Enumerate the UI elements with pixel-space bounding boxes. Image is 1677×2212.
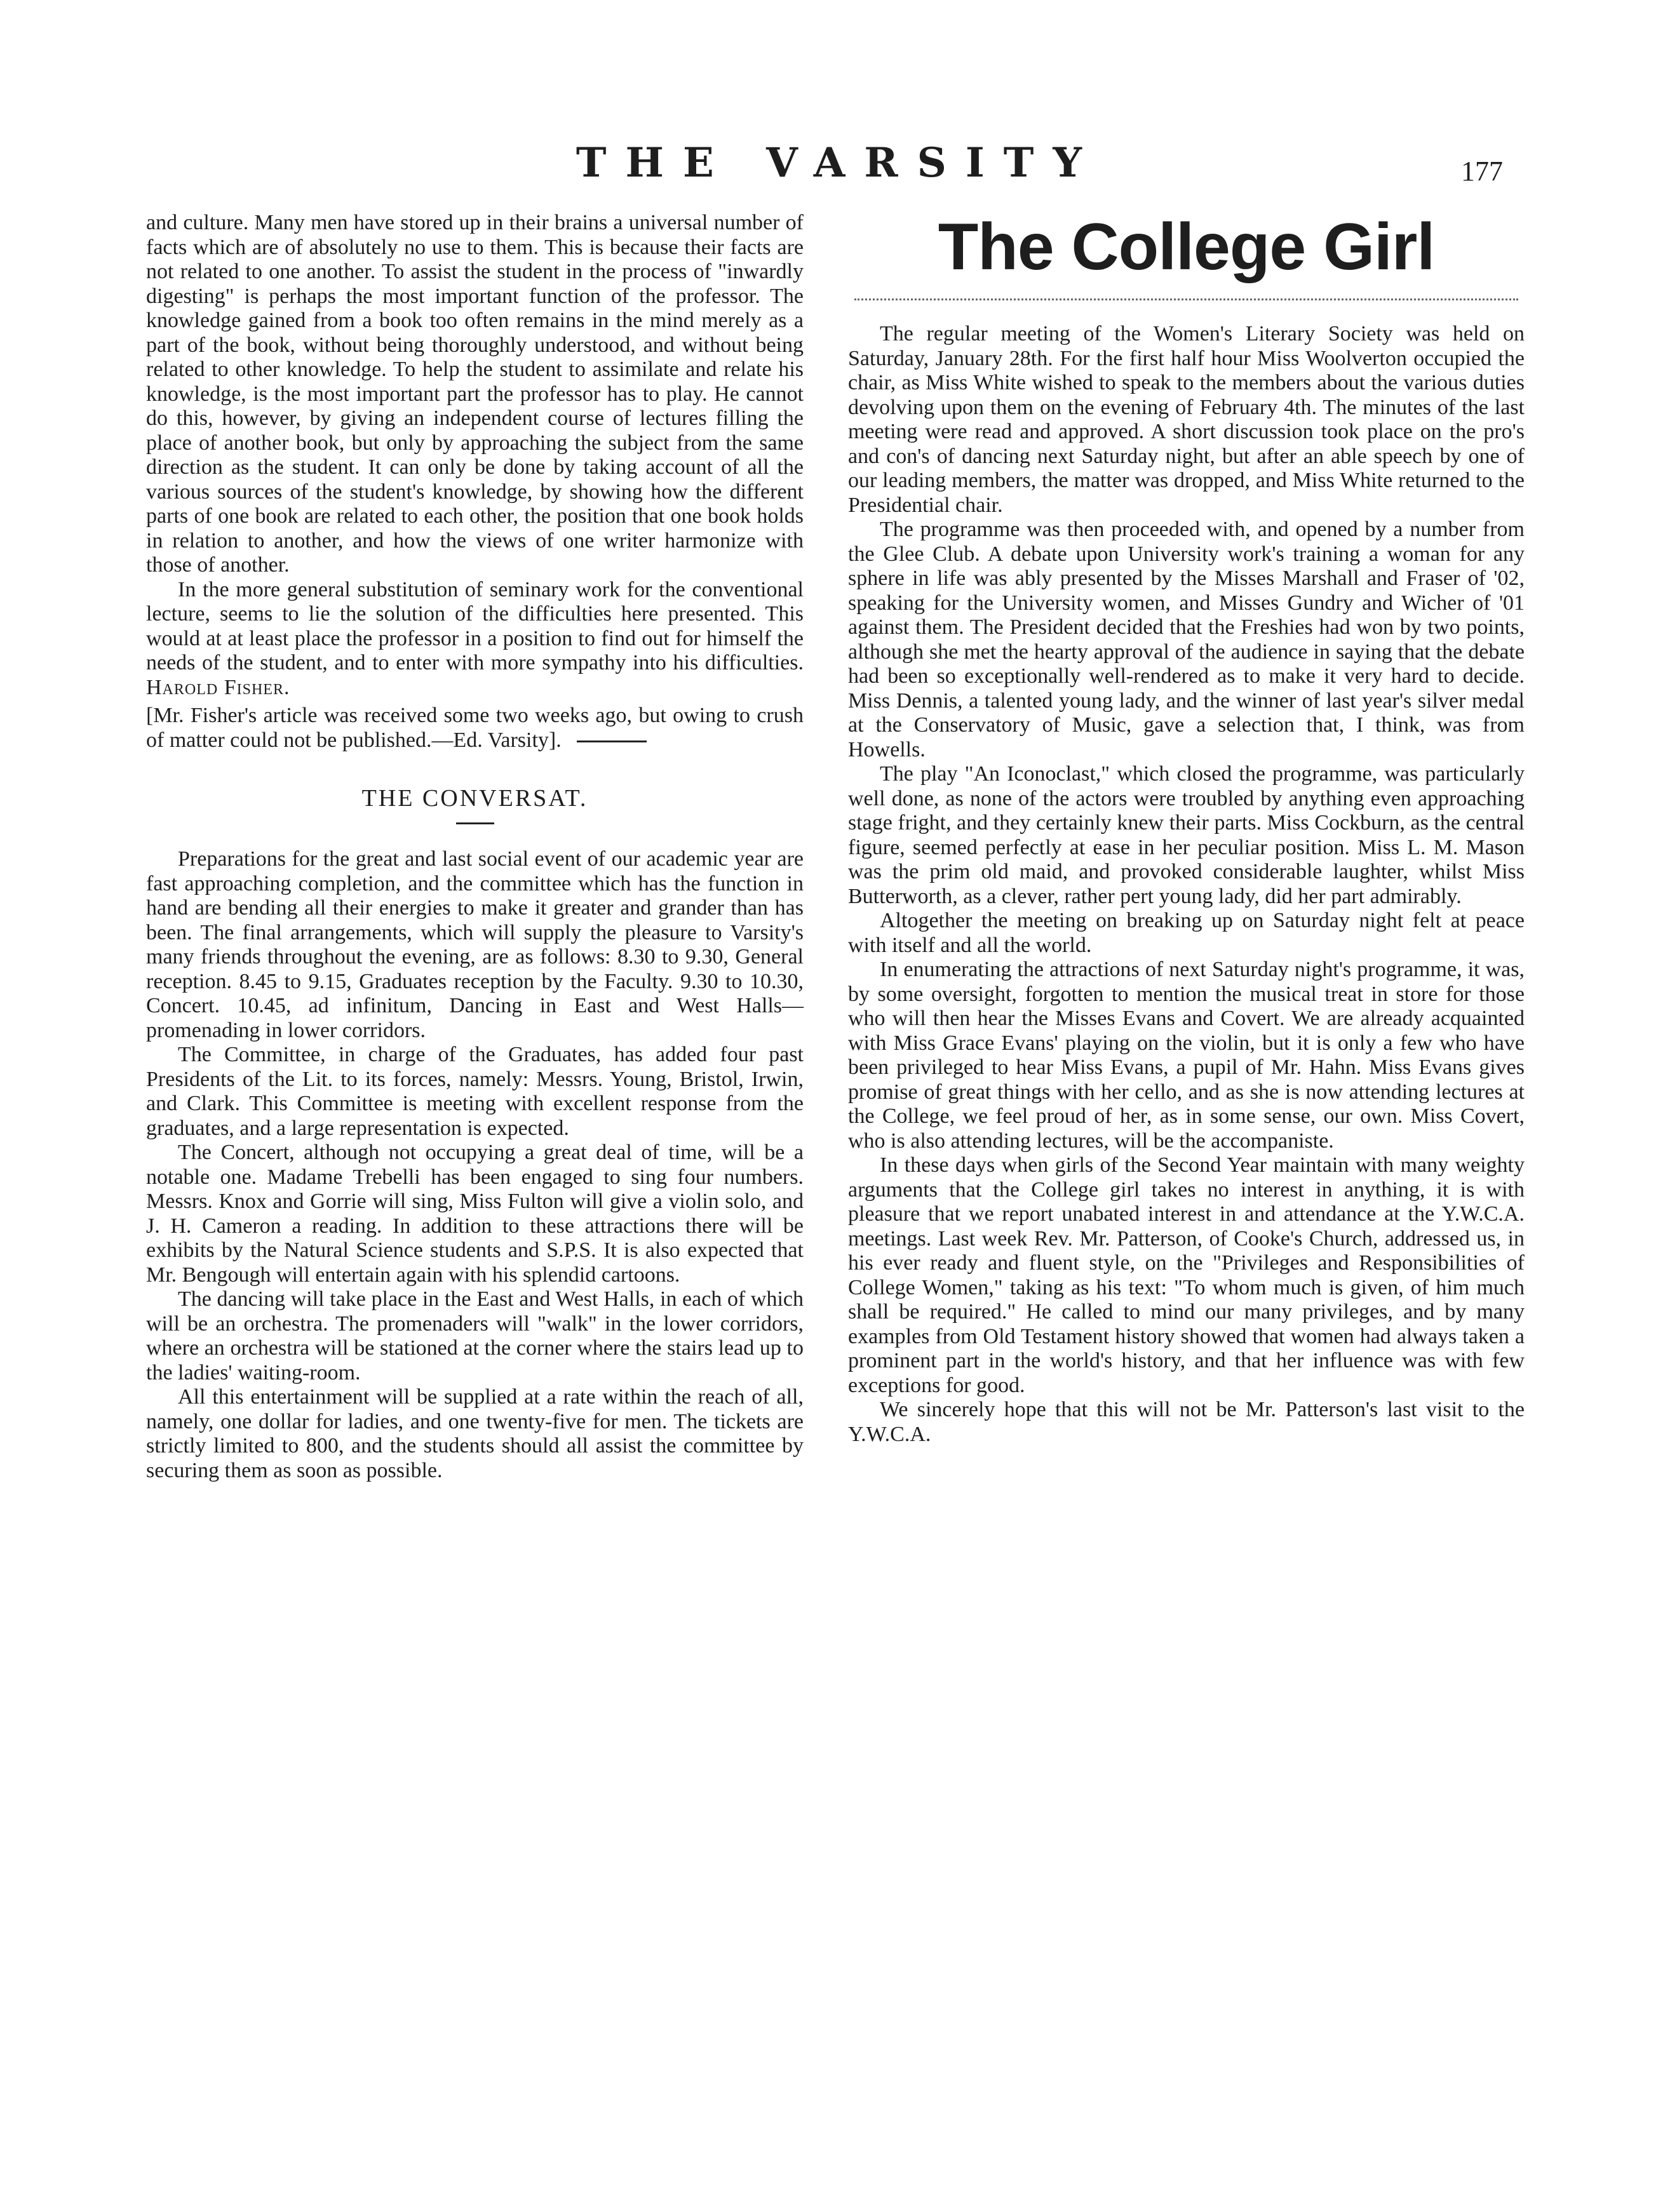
college-girl-paragraph: The regular meeting of the Women's Literary Society was held on Saturday, January 28th. For the first half hour Miss Woolverton occupied the chair, as Miss White wished to speak to the members about the various duties devolving upon them on the evening of February 4th. The minutes of the last meeting were read and approved. A short discussion took place on the pro's and con's of dancing next Saturday night, but after an able speech by one of our leading members, the matter was dropped, and Miss White returned to the Presidential chair.: [848, 322, 1525, 517]
heading-divider: [456, 822, 494, 824]
conversat-paragraph: The dancing will take place in the East and West Halls, in each of which will be an orchestra. The promenaders will "walk" in the lower corridors, where an orchestra will be stationed at the corner where the stairs lead up to the ladies' waiting-room.: [146, 1287, 804, 1384]
author-signature: Harold Fisher.: [146, 675, 290, 699]
conversat-paragraph: Preparations for the great and last social event of our academic year are fast approaching completion, and the committee which has the function in hand are bending all their energies to make it greater and grander than has been. The final arrangements, which will supply the pleasure to Varsity's many friends throughout the evening, are as follows: 8.30 to 9.30, General reception. 8.45 to 9.15, Graduates reception by the Faculty. 9.30 to 10.30, Concert. 10.45, ad infinitum, Dancing in East and West Halls—promenading in lower corridors.: [146, 847, 804, 1042]
college-girl-title: The College Girl: [938, 210, 1435, 284]
article-paragraph-text: In the more general substitution of seminary work for the conventional lecture, seems to lie the solution of the difficulties here presented. This would at at least place the professor in a position to find out for himself the needs of the student, and to enter with more sympathy into his difficulties.: [146, 577, 804, 674]
left-column: [146, 211, 804, 1483]
conversat-paragraph: The Concert, although not occupying a great deal of time, will be a notable one. Madame Trebelli has been engaged to sing four numbers. Messrs. Knox and Gorrie will sing, Miss Fulton will give a violin solo, and J. H. Cameron a reading. In addition to these attractions there will be exhibits by the Natural Science students and S.P.S. It is also expected that Mr. Bengough will entertain again with his splendid cartoons.: [146, 1141, 804, 1287]
college-girl-paragraph: In these days when girls of the Second Year maintain with many weighty arguments that the College girl takes no interest in anything, it is with pleasure that we report unabated interest in and attendance at the Y.W.C.A. meetings. Last week Rev. Mr. Patterson, of Cooke's Church, addressed us, in his ever ready and fluent style, on the "Privileges and Responsibilities of College Women," taking as his text: "To whom much is given, of him much shall be required." He called to mind our many privileges, and by many examples from Old Testament history showed that women had always taken a prominent part in the world's history, and that her influence was with few exceptions for good.: [848, 1153, 1525, 1397]
college-girl-paragraph: The play "An Iconoclast," which closed the programme, was particularly well done, as none of the actors were troubled by anything even approaching stage fright, and they certainly knew their parts. Miss Cockburn, as the central figure, seemed perfectly at ease in her peculiar position. Miss L. M. Mason was the prim old maid, and provoked considerable laughter, whilst Miss Butterworth, as a clever, rather pert young lady, did her part admirably.: [848, 762, 1525, 908]
article-paragraph: [146, 578, 804, 700]
editor-note: [146, 704, 804, 753]
college-girl-paragraph: We sincerely hope that this will not be Mr. Patterson's last visit to the Y.W.C.A.: [848, 1398, 1525, 1446]
masthead: THE VARSITY: [576, 139, 1101, 187]
conversat-heading: THE CONVERSAT.: [361, 785, 588, 812]
conversat-paragraph: The Committee, in charge of the Graduates, has added four past Presidents of the Lit. to its forces, namely: Messrs. Young, Bristol, Irwin, and Clark. This Committee is meeting with excellent response from the graduates, and a large representation is expected.: [146, 1043, 804, 1140]
article-paragraph: and culture. Many men have stored up in their brains a universal number of facts which are of absolutely no use to them. This is because their facts are not related to one another. To assist the student in the process of "inwardly digesting" is perhaps the most important function of the professor. The knowledge gained from a book too often remains in the mind merely as a part of the book, without being thoroughly understood, and without being related to other knowledge. To help the student to assimilate and relate his knowledge, is the most important part the professor has to play. He cannot do this, however, by giving an independent course of lectures filling the place of another book, but only by approaching the subject from the same direction as the student. It can only be done by taking account of all the various sources of the student's knowledge, by showing how the different parts of one book are related to each other, the position that one book holds in relation to another, and how the views of one writer harmonize with those of another.: [146, 211, 804, 577]
title-divider: [854, 298, 1518, 300]
college-girl-paragraph: In enumerating the attractions of next Saturday night's programme, it was, by some oversight, forgotten to mention the musical treat in store for those who will then hear the Misses Evans and Covert. We are already acquainted with Miss Grace Evans' playing on the violin, but it is only a few who have been privileged to hear Miss Evans, a pupil of Mr. Hahn. Miss Evans gives promise of great things with her cello, and as she is now attending lectures at the College, we feel proud of her, as in some sense, our own. Miss Covert, who is also attending lectures, will be the accompaniste.: [848, 958, 1525, 1153]
conversat-paragraph: All this entertainment will be supplied at a rate within the reach of all, namely, one dollar for ladies, and one twenty-five for men. The tickets are strictly limited to 800, and the students should all assist the committee by securing them as soon as possible.: [146, 1385, 804, 1482]
editor-note-text: [Mr. Fisher's article was received some two weeks ago, but owing to crush of matter could not be published.—Ed. Varsity].: [146, 704, 804, 752]
right-column: [848, 211, 1525, 1447]
end-rule: [577, 741, 647, 742]
college-girl-paragraph: Altogether the meeting on breaking up on Saturday night felt at peace with itself and all the world.: [848, 909, 1525, 957]
page-number: 177: [1461, 156, 1503, 187]
college-girl-paragraph: The programme was then proceeded with, and opened by a number from the Glee Club. A debate upon University work's training a woman for any sphere in life was ably presented by the Misses Marshall and Fraser of '02, speaking for the University women, and Misses Gundry and Wicher of '01 against them. The President decided that the Freshies had won by two points, although she met the hearty approval of the audience in saying that the debate had been so exceptionally well-rendered as to make it very hard to decide. Miss Dennis, a talented young lady, and the winner of last year's silver medal at the Conservatory of Music, gave a selection that, I think, was from Howells.: [848, 518, 1525, 761]
